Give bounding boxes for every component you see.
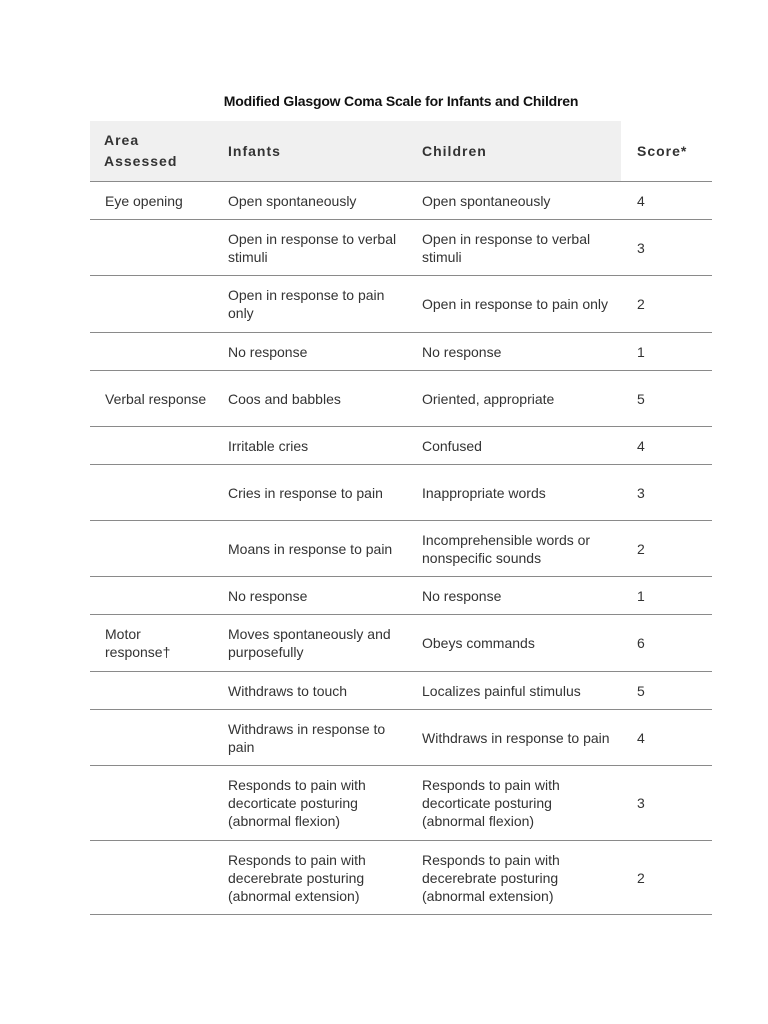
score-cell: 1 xyxy=(621,333,712,371)
infants-cell: No response xyxy=(214,333,408,371)
children-cell: Open spontaneously xyxy=(408,182,621,220)
area-cell xyxy=(90,465,214,521)
area-cell: Motor response† xyxy=(90,615,214,672)
area-cell xyxy=(90,766,214,841)
children-cell: Open in response to verbal stimuli xyxy=(408,220,621,276)
score-cell: 2 xyxy=(621,276,712,333)
table-title: Modified Glasgow Coma Scale for Infants and Children xyxy=(223,93,579,109)
header-row xyxy=(90,121,712,182)
score-cell: 1 xyxy=(621,577,712,615)
score-cell: 5 xyxy=(621,672,712,710)
infants-cell: Open spontaneously xyxy=(214,182,408,220)
table-row xyxy=(90,615,712,672)
children-cell: Localizes painful stimulus xyxy=(408,672,621,710)
children-cell: Incomprehensible words or nonspecific sounds xyxy=(408,521,621,577)
score-cell: 6 xyxy=(621,615,712,672)
table-row xyxy=(90,371,712,427)
area-cell xyxy=(90,841,214,915)
score-cell: 4 xyxy=(621,710,712,766)
infants-cell: Responds to pain with decerebrate posturing (abnormal extension) xyxy=(214,841,408,915)
infants-cell: Moans in response to pain xyxy=(214,521,408,577)
glasgow-coma-scale-table xyxy=(90,121,712,915)
header-infants: Infants xyxy=(214,121,408,182)
children-cell: Obeys commands xyxy=(408,615,621,672)
area-cell xyxy=(90,710,214,766)
children-cell: Oriented, appropriate xyxy=(408,371,621,427)
score-cell: 4 xyxy=(621,427,712,465)
infants-cell: Open in response to verbal stimuli xyxy=(214,220,408,276)
table-row xyxy=(90,766,712,841)
infants-cell: Coos and babbles xyxy=(214,371,408,427)
table-row xyxy=(90,276,712,333)
score-cell: 5 xyxy=(621,371,712,427)
children-cell: Confused xyxy=(408,427,621,465)
area-cell xyxy=(90,220,214,276)
infants-cell: Open in response to pain only xyxy=(214,276,408,333)
score-cell: 4 xyxy=(621,182,712,220)
table-row xyxy=(90,841,712,915)
children-cell: Responds to pain with decorticate posturing (abnormal flexion) xyxy=(408,766,621,841)
children-cell: No response xyxy=(408,577,621,615)
table-row xyxy=(90,465,712,521)
table-row xyxy=(90,182,712,220)
area-cell xyxy=(90,276,214,333)
area-cell xyxy=(90,427,214,465)
score-cell: 2 xyxy=(621,841,712,915)
table-body xyxy=(90,182,712,915)
table-row xyxy=(90,672,712,710)
table-row xyxy=(90,521,712,577)
table-row xyxy=(90,427,712,465)
infants-cell: Irritable cries xyxy=(214,427,408,465)
header-score: Score* xyxy=(621,121,712,182)
area-cell xyxy=(90,333,214,371)
header-area-assessed: Area Assessed xyxy=(90,121,214,182)
children-cell: Withdraws in response to pain xyxy=(408,710,621,766)
table-row xyxy=(90,710,712,766)
area-cell: Eye opening xyxy=(90,182,214,220)
infants-cell: Moves spontaneously and purposefully xyxy=(214,615,408,672)
infants-cell: Withdraws in response to pain xyxy=(214,710,408,766)
infants-cell: No response xyxy=(214,577,408,615)
score-cell: 3 xyxy=(621,220,712,276)
children-cell: No response xyxy=(408,333,621,371)
score-cell: 3 xyxy=(621,766,712,841)
area-cell: Verbal response xyxy=(90,371,214,427)
score-cell: 2 xyxy=(621,521,712,577)
area-cell xyxy=(90,521,214,577)
children-cell: Responds to pain with decerebrate posturing (abnormal extension) xyxy=(408,841,621,915)
infants-cell: Responds to pain with decorticate posturing (abnormal flexion) xyxy=(214,766,408,841)
children-cell: Open in response to pain only xyxy=(408,276,621,333)
infants-cell: Withdraws to touch xyxy=(214,672,408,710)
infants-cell: Cries in response to pain xyxy=(214,465,408,521)
table-row xyxy=(90,577,712,615)
table-header xyxy=(90,121,712,182)
table-row xyxy=(90,220,712,276)
header-children: Children xyxy=(408,121,621,182)
area-cell xyxy=(90,672,214,710)
area-cell xyxy=(90,577,214,615)
table-row xyxy=(90,333,712,371)
children-cell: Inappropriate words xyxy=(408,465,621,521)
score-cell: 3 xyxy=(621,465,712,521)
